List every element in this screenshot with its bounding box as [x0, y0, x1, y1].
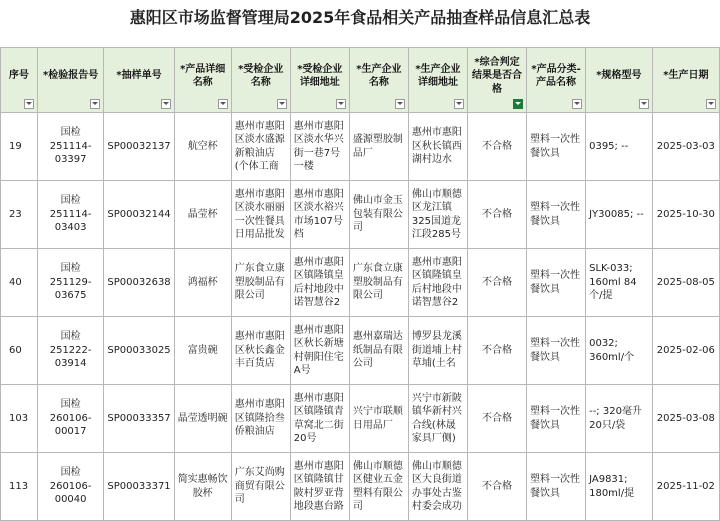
cell-text: 佛山市顺德区大良街道办事处古鉴村委会成功 [411, 460, 462, 512]
header-cell [586, 48, 653, 113]
cell-text: 惠州市惠阳区淡水丽丽一次性餐具日用品批发 [234, 188, 285, 240]
cell-report-no[interactable]: 国检260106-00040 [37, 453, 104, 521]
cell-result[interactable]: 不合格 [468, 453, 527, 521]
header-row [1, 48, 720, 113]
header-label: *生产日期 [663, 70, 709, 82]
cell-text: 兴宁市新陂镇华新村兴合线(林晟家具厂侧) [411, 392, 462, 444]
table-row [1, 249, 720, 317]
cell-category[interactable]: 塑料一次性餐饮具 [527, 113, 586, 181]
cell-inspected-company[interactable]: 广东艾尚购商贸有限公司 [231, 453, 290, 521]
cell-product-name[interactable]: 航空杯 [174, 113, 231, 181]
cell-result[interactable]: 不合格 [468, 385, 527, 453]
cell-report-no[interactable]: 国检251114-03403 [37, 181, 104, 249]
cell-producer-address[interactable] [408, 181, 467, 249]
cell-text: 惠州市惠阳区淡水华兴街一巷7号一楼 [293, 120, 344, 172]
cell-inspected-address[interactable]: 惠州市惠阳区秋长新塘村朝阳住宅A号 [290, 317, 349, 385]
cell-seq[interactable]: 23 [1, 181, 38, 249]
filter-dropdown-icon[interactable] [218, 99, 228, 109]
cell-sample-no[interactable]: SP00032638 [104, 249, 174, 317]
cell-report-no[interactable]: 国检251129-03675 [37, 249, 104, 317]
cell-seq[interactable]: 113 [1, 453, 38, 521]
filter-dropdown-icon[interactable] [336, 99, 346, 109]
cell-product-name[interactable]: 鸿福杯 [174, 249, 231, 317]
header-label: *生产企业名称 [356, 63, 402, 88]
cell-result[interactable]: 不合格 [468, 113, 527, 181]
cell-production-date[interactable]: 2025-10-30 [652, 181, 719, 249]
cell-seq[interactable]: 19 [1, 113, 38, 181]
cell-product-name[interactable]: 晶莹杯 [174, 181, 231, 249]
cell-producer-company[interactable]: 惠州嘉瑞达纸制品有限公司 [349, 317, 408, 385]
cell-production-date[interactable]: 2025-03-08 [652, 385, 719, 453]
header-cell [290, 48, 349, 113]
header-label: *受检企业名称 [238, 63, 284, 88]
cell-result[interactable]: 不合格 [468, 181, 527, 249]
header-label: *产品分类-产品名称 [531, 63, 581, 88]
cell-producer-company[interactable]: 兴宁市联顺日用品厂 [349, 385, 408, 453]
cell-spec[interactable]: --; 320毫升 20只/袋 [586, 385, 653, 453]
filter-dropdown-icon[interactable] [572, 99, 582, 109]
cell-producer-company[interactable]: 佛山市金玉包装有限公司 [349, 181, 408, 249]
cell-category[interactable]: 塑料一次性餐饮具 [527, 385, 586, 453]
header-label: 序号 [8, 70, 29, 82]
cell-product-name[interactable]: 富贵碗 [174, 317, 231, 385]
cell-spec[interactable]: JY30085; -- [586, 181, 653, 249]
cell-category[interactable]: 塑料一次性餐饮具 [527, 181, 586, 249]
cell-report-no[interactable]: 国检260106-00017 [37, 385, 104, 453]
header-cell [231, 48, 290, 113]
cell-sample-no[interactable]: SP00032137 [104, 113, 174, 181]
header-label: *规格型号 [596, 70, 642, 82]
cell-seq[interactable]: 103 [1, 385, 38, 453]
cell-production-date[interactable]: 2025-02-06 [652, 317, 719, 385]
cell-inspected-company[interactable] [231, 113, 290, 181]
cell-inspected-company[interactable]: 惠州市惠阳区秋长鑫金丰百货店 [231, 317, 290, 385]
filter-dropdown-icon[interactable] [706, 99, 716, 109]
cell-inspected-company[interactable]: 广东食立康塑胶制品有限公司 [231, 249, 290, 317]
filter-active-icon[interactable] [513, 99, 523, 109]
filter-dropdown-icon[interactable] [277, 99, 287, 109]
cell-production-date[interactable]: 2025-11-02 [652, 453, 719, 521]
cell-sample-no[interactable]: SP00033025 [104, 317, 174, 385]
cell-producer-address[interactable] [408, 453, 467, 521]
header-cell [174, 48, 231, 113]
header-cell [468, 48, 527, 113]
table-row [1, 181, 720, 249]
cell-production-date[interactable]: 2025-08-05 [652, 249, 719, 317]
table-row [1, 453, 720, 521]
cell-production-date[interactable]: 2025-03-03 [652, 113, 719, 181]
table-row [1, 113, 720, 181]
cell-inspected-address[interactable]: 惠州市惠阳区淡水裕兴市场107号档 [290, 181, 349, 249]
filter-dropdown-icon[interactable] [454, 99, 464, 109]
table-row [1, 317, 720, 385]
cell-text: 惠州市惠阳区淡水盛源新粮油店(个体工商 [234, 120, 285, 172]
cell-inspected-address[interactable] [290, 113, 349, 181]
header-label: *综合判定结果是否合格 [472, 56, 523, 95]
filter-dropdown-icon[interactable] [90, 99, 100, 109]
cell-result[interactable]: 不合格 [468, 317, 527, 385]
cell-producer-address[interactable] [408, 385, 467, 453]
cell-inspected-address[interactable]: 惠州市惠阳区镇隆镇青草窝北二街20号 [290, 385, 349, 453]
header-cell [408, 48, 467, 113]
header-label: *检验报告号 [43, 70, 99, 82]
cell-text: 惠州市惠阳区镇隆镇甘陂村罗亚背地段惠台路 [293, 460, 344, 512]
cell-spec[interactable]: 0032; 360ml/个 [586, 317, 653, 385]
cell-spec[interactable]: JA9831; 180ml/提 [586, 453, 653, 521]
cell-result[interactable]: 不合格 [468, 249, 527, 317]
cell-text: 佛山市顺德区龙江镇325国道龙江段285号 [411, 188, 462, 240]
header-cell [349, 48, 408, 113]
cell-category[interactable]: 塑料一次性餐饮具 [527, 453, 586, 521]
header-label: *抽样单号 [116, 70, 162, 82]
cell-text: 佛山市顺德区健业五金塑料有限公司 [352, 460, 403, 512]
cell-report-no[interactable]: 国检251114-03397 [37, 113, 104, 181]
cell-producer-address[interactable]: 惠州市惠阳区秋长镇西湖村边水 [408, 113, 467, 181]
cell-producer-company[interactable]: 盛源塑胶制品厂 [349, 113, 408, 181]
cell-text: 惠州市惠阳区镇隆镇皇后村地段中诺智慧谷2 [411, 256, 462, 308]
cell-category[interactable]: 塑料一次性餐饮具 [527, 317, 586, 385]
sheet-title: 惠阳区市场监督管理局2025年食品相关产品抽查样品信息汇总表 [129, 8, 591, 27]
cell-producer-company[interactable] [349, 453, 408, 521]
cell-text: 惠州市惠阳区镇隆镇皇后村地段中诺智慧谷2 [293, 256, 344, 308]
cell-sample-no[interactable]: SP00033371 [104, 453, 174, 521]
header-label: *生产企业详细地址 [415, 63, 461, 88]
sample-table [0, 47, 720, 521]
cell-inspected-company[interactable]: 惠州市惠阳区镇隆拾叁侨粮油店 [231, 385, 290, 453]
cell-seq[interactable]: 60 [1, 317, 38, 385]
cell-spec[interactable]: 0395; -- [586, 113, 653, 181]
header-cell [1, 48, 38, 113]
cell-inspected-company[interactable] [231, 181, 290, 249]
cell-sample-no[interactable]: SP00033357 [104, 385, 174, 453]
filter-dropdown-icon[interactable] [161, 99, 171, 109]
cell-product-name[interactable]: 晶莹透明碗 [174, 385, 231, 453]
cell-inspected-address[interactable] [290, 249, 349, 317]
header-cell [37, 48, 104, 113]
filter-dropdown-icon[interactable] [639, 99, 649, 109]
header-cell [104, 48, 174, 113]
cell-producer-address[interactable] [408, 249, 467, 317]
cell-spec[interactable]: SLK-033; 160ml 84个/提 [586, 249, 653, 317]
cell-sample-no[interactable]: SP00032144 [104, 181, 174, 249]
header-label: *产品详细名称 [180, 63, 226, 88]
header-cell [652, 48, 719, 113]
cell-product-name[interactable]: 简实惠畅饮胶杯 [174, 453, 231, 521]
cell-producer-company[interactable]: 广东食立康塑胶制品有限公司 [349, 249, 408, 317]
cell-inspected-address[interactable] [290, 453, 349, 521]
cell-producer-address[interactable]: 博罗县龙溪街道埔上村草埔(土名 [408, 317, 467, 385]
cell-category[interactable]: 塑料一次性餐饮具 [527, 249, 586, 317]
cell-seq[interactable]: 40 [1, 249, 38, 317]
header-cell [527, 48, 586, 113]
filter-dropdown-icon[interactable] [395, 99, 405, 109]
header-label: *受检企业详细地址 [297, 63, 343, 88]
filter-dropdown-icon[interactable] [24, 99, 34, 109]
table-row [1, 385, 720, 453]
cell-report-no[interactable]: 国检251222-03914 [37, 317, 104, 385]
